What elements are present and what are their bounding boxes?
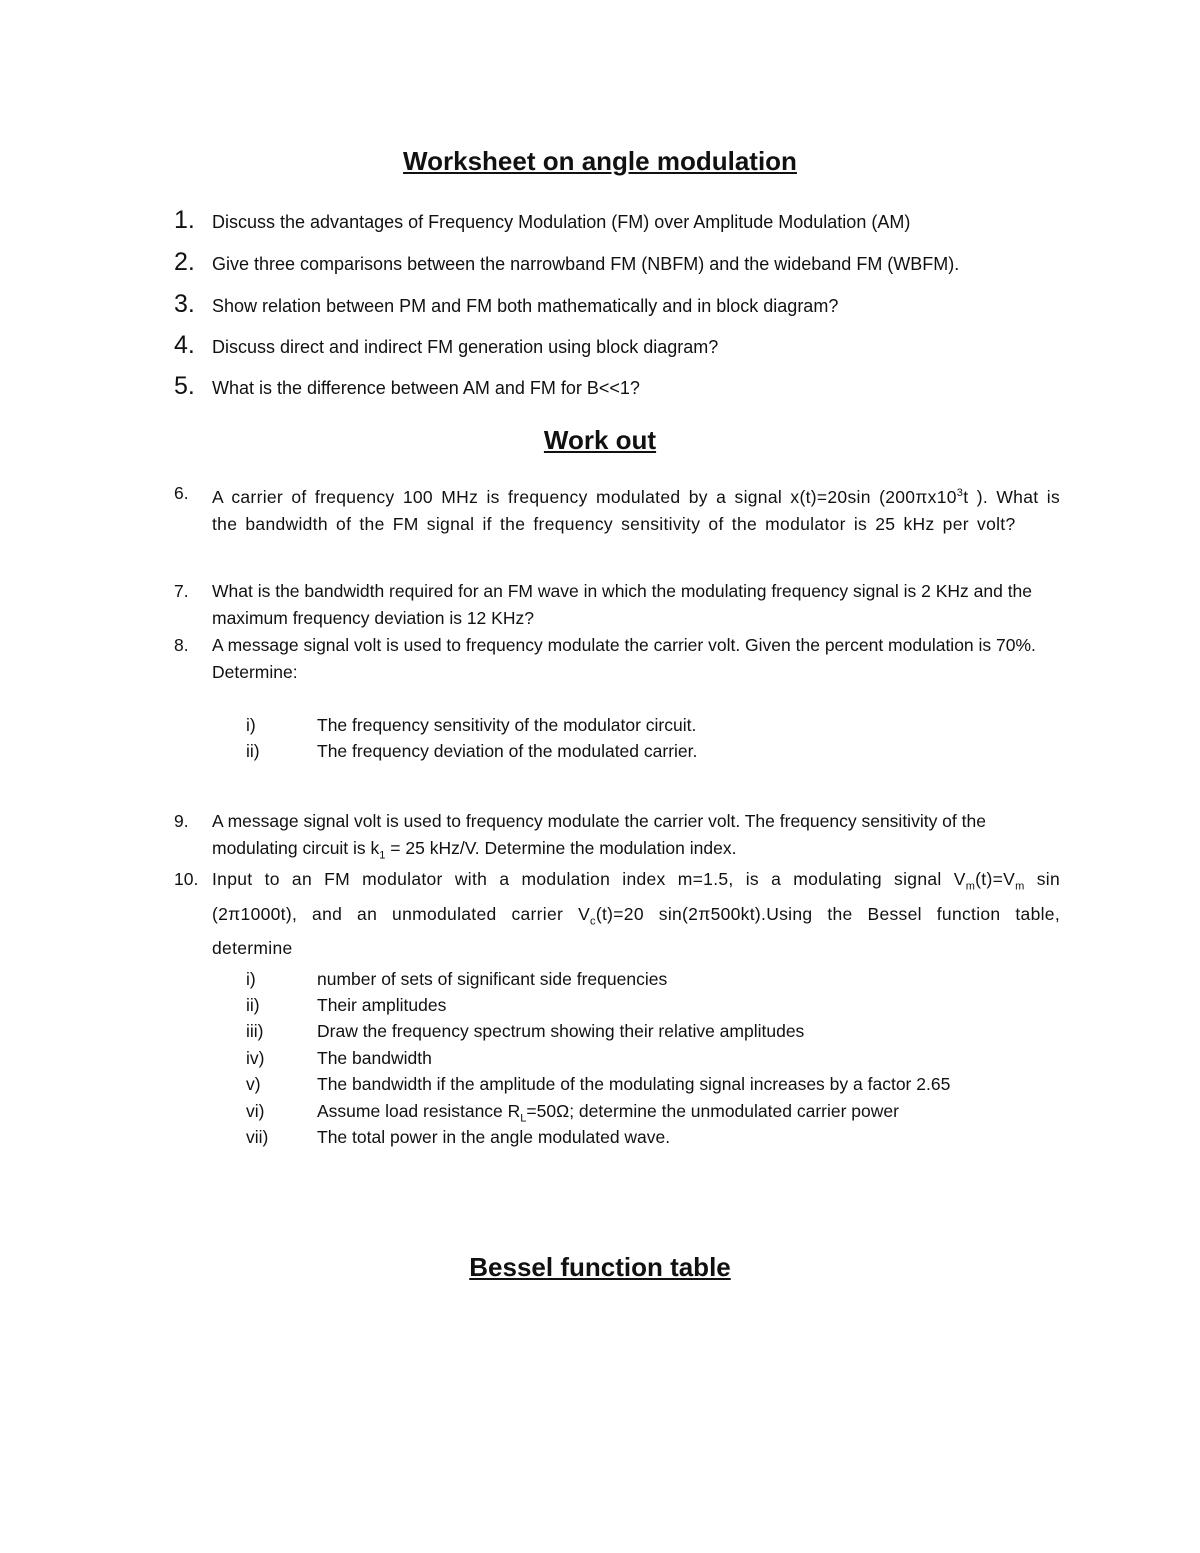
question-number: 9. <box>174 811 189 831</box>
question-text: Discuss direct and indirect FM generation using block diagram? <box>212 337 719 357</box>
question-number: 5. <box>174 372 195 400</box>
question-text: What is the bandwidth required for an FM wave in which the modulating frequency signal is 2 KHz and the maximum frequency deviation is 12 KHz? <box>212 581 1033 628</box>
worksheet-page: Worksheet on angle modulation 1. Discuss the advantages of Frequency Modulation (FM) over Amplitude Modulation (AM) 2. Give three comparisons between the narrowband FM (NBFM) and the wideband FM (WBFM). 3. Show relation between PM and FM both mathematically and in block diagram? 4. Discuss direct and indirect FM generation using block diagram? 5. What is the difference between AM and FM for B<<1? Work out 6. A carrier of frequency 100 MHz is frequency modulated by a signal x(t)=20sin ($200\pi x10^3t$ ). What is the bandwidth of the FM signal if the frequency sensitivity of the modulator is 25 kHz per volt? 7. What is the bandwidth required for an FM wave in which the modulating frequency signal is 2 KHz and the maximum frequency deviation is 12 KHz? 8. A message signal volt is used to frequency modulate the carrier volt. Given the percent modulation is 70%. Determine: i) The frequency sensitivity of the modulator circuit. ii) The frequency deviation of the modulated carrier. 9. A message signal volt is used to frequency modulate the carrier volt. The frequency sensitivity of the modulating circuit is $k_1 = 25$ kHz/V. Determine the modulation index. 10. Input to an FM modulator with a modulation index m=1.5, is a modulating signal $V_m(t)=V_m$ sin (2π1000t), and an unmodulated carrier $V_c(t)=20$ sin(2π500kt).Using the Bessel function table, determine i) number of sets of significant side frequencies ii) Their amplitudes iii) Draw the frequency spectrum showing their relative amplitudes iv) The bandwidth v) The bandwidth if the amplitude of the modulating signal increases by a factor 2.65 vi) Assume load resistance $R_L=50\Omega$; determine the unmodulated carrier power vii) The total power in the angle modulated wave. Bessel function table <box>0 0 1200 1553</box>
question-text: Show relation between PM and FM both mathematically and in block diagram? <box>212 296 839 316</box>
workout-question-8 <box>174 632 1060 686</box>
question-number: 1. <box>174 206 195 234</box>
question-number: 8. <box>174 635 189 655</box>
workout-question-6 <box>174 480 1060 538</box>
question-text: A message signal volt is used to frequency modulate the carrier volt. Given the percent modulation is 70%. Determine: <box>212 635 1036 682</box>
question-text: Input to an FM modulator with a modulation index m=1.5, is a modulating signal $V_m(t)=V_m$ sin (2π1000t), and an unmodulated carrier $V_c(t)=20$ sin(2π500kt).Using the Bessel function table, determine <box>212 869 1060 958</box>
workout-question-10 <box>174 866 1060 962</box>
question-number: 4. <box>174 331 195 359</box>
question-text: A carrier of frequency 100 MHz is frequency modulated by a signal x(t)=20sin ($200\pi x10^3t$ ). What is the bandwidth of the FM signal if the frequency sensitivity of the modulator is 25 kHz per volt? <box>212 486 1060 534</box>
question-number: 7. <box>174 581 189 601</box>
workout-question-9 <box>174 808 1060 870</box>
question-text: Discuss the advantages of Frequency Modulation (FM) over Amplitude Modulation (AM) <box>212 212 911 232</box>
section-heading-bessel-table: Bessel function table <box>469 1252 731 1282</box>
section-heading-work-out: Work out <box>543 425 657 455</box>
question-text: Give three comparisons between the narrowband FM (NBFM) and the wideband FM (WBFM). <box>212 254 960 274</box>
question-text: A message signal volt is used to frequency modulate the carrier volt. The frequency sensitivity of the modulating circuit is $k_1 = 25$ kHz/V. Determine the modulation index. <box>212 811 986 862</box>
workout-question-7 <box>174 578 1060 632</box>
question-number: 2. <box>174 248 195 276</box>
question-number: 10. <box>174 869 199 889</box>
page-title: Worksheet on angle modulation <box>403 146 797 176</box>
question-number: 3. <box>174 290 195 318</box>
question-number: 6. <box>174 483 189 503</box>
question-text: What is the difference between AM and FM for B<<1? <box>212 378 640 398</box>
